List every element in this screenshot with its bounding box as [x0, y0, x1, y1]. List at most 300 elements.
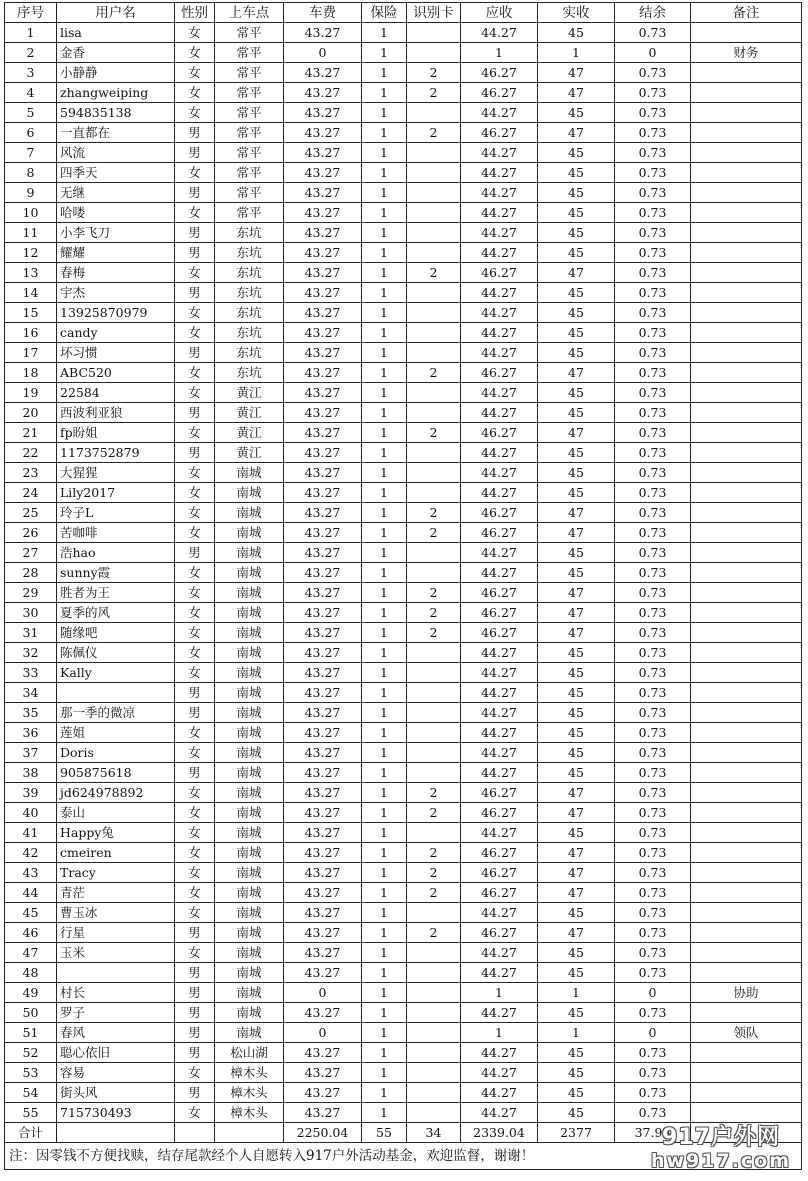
- cell-index: 45: [5, 903, 57, 923]
- cell-username: Tracy: [57, 863, 175, 883]
- cell-fare: 43.27: [284, 563, 362, 583]
- cell-receivable: 44.27: [461, 283, 538, 303]
- cell-insurance: 1: [362, 63, 407, 83]
- watermark-line1: 917户外网: [662, 1125, 780, 1150]
- cell-fare: 43.27: [284, 803, 362, 823]
- table-row: [5, 363, 802, 383]
- cell-username: ABC520: [57, 363, 175, 383]
- cell-index: 16: [5, 323, 57, 343]
- cell-id-card: 2: [407, 63, 461, 83]
- cell-id-card: 2: [407, 363, 461, 383]
- cell-received: 45: [538, 963, 615, 983]
- cell-received: 45: [538, 743, 615, 763]
- cell-id-card: [407, 563, 461, 583]
- cell-fare: 43.27: [284, 523, 362, 543]
- cell-index: 27: [5, 543, 57, 563]
- table-row: [5, 523, 802, 543]
- cell-fare: 43.27: [284, 23, 362, 43]
- cell-pickup: 南城: [215, 503, 284, 523]
- cell-username: 聪心依旧: [57, 1043, 175, 1063]
- cell-balance: 0: [615, 983, 691, 1003]
- cell-insurance: 1: [362, 443, 407, 463]
- cell-id-card: [407, 183, 461, 203]
- cell-fare: 43.27: [284, 323, 362, 343]
- table-row: [5, 43, 802, 63]
- cell-gender: 男: [175, 1043, 215, 1063]
- cell-received: 45: [538, 163, 615, 183]
- cell-gender: 男: [175, 683, 215, 703]
- cell-balance: 0.73: [615, 623, 691, 643]
- cell-id-card: [407, 823, 461, 843]
- cell-received: 47: [538, 863, 615, 883]
- cell-username: 小静静: [57, 63, 175, 83]
- cell-id-card: [407, 543, 461, 563]
- table-row: [5, 603, 802, 623]
- cell-id-card: [407, 1023, 461, 1043]
- cell-id-card: [407, 223, 461, 243]
- cell-gender: 女: [175, 903, 215, 923]
- col-header-received: 实收: [538, 3, 615, 23]
- cell-pickup: 常平: [215, 163, 284, 183]
- cell-index: 34: [5, 683, 57, 703]
- cell-gender: 男: [175, 403, 215, 423]
- cell-index: 38: [5, 763, 57, 783]
- cell-remark: [691, 23, 802, 43]
- cell-received: 47: [538, 263, 615, 283]
- table-row: [5, 123, 802, 143]
- cell-receivable: 44.27: [461, 703, 538, 723]
- cell-username: fp盼姐: [57, 423, 175, 443]
- cell-fare: 43.27: [284, 743, 362, 763]
- cell-receivable: 44.27: [461, 443, 538, 463]
- cell-pickup: 南城: [215, 763, 284, 783]
- watermark-line2: hw917.com: [650, 1150, 792, 1172]
- cell-balance: 0.73: [615, 323, 691, 343]
- table-row: [5, 423, 802, 443]
- table-row: [5, 183, 802, 203]
- cell-received: 47: [538, 503, 615, 523]
- cell-remark: [691, 483, 802, 503]
- cell-insurance: 1: [362, 343, 407, 363]
- cell-receivable: 44.27: [461, 943, 538, 963]
- cell-fare: 0: [284, 983, 362, 1003]
- cell-pickup: 南城: [215, 1003, 284, 1023]
- cell-gender: 女: [175, 1063, 215, 1083]
- cell-insurance: 1: [362, 243, 407, 263]
- cell-insurance: 1: [362, 563, 407, 583]
- cell-balance: 0.73: [615, 403, 691, 423]
- cell-fare: 43.27: [284, 163, 362, 183]
- cell-gender: 女: [175, 943, 215, 963]
- cell-receivable: 44.27: [461, 163, 538, 183]
- cell-pickup: 东坑: [215, 223, 284, 243]
- cell-received: 45: [538, 383, 615, 403]
- cell-id-card: [407, 143, 461, 163]
- cell-insurance: 1: [362, 323, 407, 343]
- cell-id-card: [407, 43, 461, 63]
- table-row: [5, 623, 802, 643]
- cell-pickup: 南城: [215, 483, 284, 503]
- cell-id-card: [407, 903, 461, 923]
- cell-insurance: 1: [362, 943, 407, 963]
- cell-index: 15: [5, 303, 57, 323]
- cell-id-card: [407, 1003, 461, 1023]
- cell-fare: 43.27: [284, 663, 362, 683]
- table-row: [5, 383, 802, 403]
- cell-remark: [691, 783, 802, 803]
- table-row: [5, 1023, 802, 1043]
- cell-receivable: 46.27: [461, 423, 538, 443]
- cell-received: 47: [538, 923, 615, 943]
- cell-remark: [691, 343, 802, 363]
- cell-id-card: [407, 1083, 461, 1103]
- cell-index: 9: [5, 183, 57, 203]
- cell-receivable: 44.27: [461, 723, 538, 743]
- cell-insurance: 1: [362, 763, 407, 783]
- cell-receivable: 46.27: [461, 883, 538, 903]
- cell-id-card: 2: [407, 603, 461, 623]
- cell-username: sunny霞: [57, 563, 175, 583]
- cell-username: 随缘吧: [57, 623, 175, 643]
- cell-remark: [691, 243, 802, 263]
- cell-username: 宇杰: [57, 283, 175, 303]
- cell-pickup: 南城: [215, 703, 284, 723]
- cell-username: 西波利亚狼: [57, 403, 175, 423]
- cell-received: 47: [538, 623, 615, 643]
- cell-balance: 0.73: [615, 463, 691, 483]
- cell-pickup: 黄江: [215, 383, 284, 403]
- cell-insurance: 1: [362, 703, 407, 723]
- cell-index: 42: [5, 843, 57, 863]
- table-row: [5, 543, 802, 563]
- cell-id-card: [407, 343, 461, 363]
- cell-gender: 男: [175, 1083, 215, 1103]
- cell-id-card: [407, 983, 461, 1003]
- cell-gender: 男: [175, 963, 215, 983]
- cell-fare: 43.27: [284, 623, 362, 643]
- total-row: [5, 1123, 802, 1143]
- cell-received: 45: [538, 703, 615, 723]
- table-row: [5, 323, 802, 343]
- cell-insurance: 1: [362, 383, 407, 403]
- cell-received: 1: [538, 983, 615, 1003]
- cell-receivable: 46.27: [461, 863, 538, 883]
- cell-insurance: 1: [362, 963, 407, 983]
- cell-index: 50: [5, 1003, 57, 1023]
- cell-pickup: 黄江: [215, 443, 284, 463]
- cell-username: Lily2017: [57, 483, 175, 503]
- table-row: [5, 223, 802, 243]
- cell-index: 10: [5, 203, 57, 223]
- cell-id-card: 2: [407, 783, 461, 803]
- cell-username: 耀耀: [57, 243, 175, 263]
- cell-insurance: 1: [362, 863, 407, 883]
- cell-fare: 43.27: [284, 83, 362, 103]
- cell-index: 3: [5, 63, 57, 83]
- cell-receivable: 44.27: [461, 463, 538, 483]
- table-row: [5, 283, 802, 303]
- cell-balance: 0.73: [615, 63, 691, 83]
- cell-id-card: 2: [407, 123, 461, 143]
- cell-pickup: 南城: [215, 1023, 284, 1043]
- cell-pickup: 南城: [215, 743, 284, 763]
- col-header-fare: 车费: [284, 3, 362, 23]
- cell-gender: 男: [175, 1003, 215, 1023]
- cell-received: 45: [538, 663, 615, 683]
- cell-balance: 0.73: [615, 123, 691, 143]
- table-row: [5, 783, 802, 803]
- cell-receivable: 44.27: [461, 1083, 538, 1103]
- cell-id-card: [407, 763, 461, 783]
- cell-insurance: 1: [362, 1063, 407, 1083]
- cell-remark: [691, 823, 802, 843]
- cell-remark: [691, 1063, 802, 1083]
- cell-received: 47: [538, 783, 615, 803]
- cell-receivable: 44.27: [461, 483, 538, 503]
- cell-received: 47: [538, 843, 615, 863]
- cell-gender: 女: [175, 523, 215, 543]
- cell-received: 47: [538, 523, 615, 543]
- cell-receivable: 44.27: [461, 663, 538, 683]
- cell-id-card: [407, 943, 461, 963]
- cell-fare: 43.27: [284, 863, 362, 883]
- cell-gender: 男: [175, 543, 215, 563]
- cell-fare: 43.27: [284, 823, 362, 843]
- cell-id-card: [407, 243, 461, 263]
- cell-pickup: 南城: [215, 623, 284, 643]
- cell-gender: 女: [175, 23, 215, 43]
- cell-pickup: 南城: [215, 723, 284, 743]
- cell-username: candy: [57, 323, 175, 343]
- cell-received: 45: [538, 1043, 615, 1063]
- cell-gender: 男: [175, 143, 215, 163]
- cell-index: 39: [5, 783, 57, 803]
- cell-pickup: 东坑: [215, 343, 284, 363]
- cell-insurance: 1: [362, 803, 407, 823]
- cell-balance: 0.73: [615, 523, 691, 543]
- cell-receivable: 46.27: [461, 923, 538, 943]
- cell-receivable: 44.27: [461, 103, 538, 123]
- cell-remark: [691, 303, 802, 323]
- cell-receivable: 44.27: [461, 323, 538, 343]
- cell-pickup: 东坑: [215, 263, 284, 283]
- cell-remark: [691, 863, 802, 883]
- cell-receivable: 46.27: [461, 783, 538, 803]
- cell-gender: 女: [175, 843, 215, 863]
- cell-remark: [691, 583, 802, 603]
- table-row: [5, 343, 802, 363]
- table-row: [5, 203, 802, 223]
- cell-username: 容易: [57, 1063, 175, 1083]
- cell-fare: 43.27: [284, 503, 362, 523]
- cell-gender: 女: [175, 483, 215, 503]
- table-row: [5, 1063, 802, 1083]
- cell-balance: 0.73: [615, 1083, 691, 1103]
- cell-index: 53: [5, 1063, 57, 1083]
- table-row: [5, 1003, 802, 1023]
- cell-index: 30: [5, 603, 57, 623]
- cell-index: 43: [5, 863, 57, 883]
- cell-fare: 43.27: [284, 843, 362, 863]
- cell-gender: 女: [175, 583, 215, 603]
- cell-id-card: 2: [407, 843, 461, 863]
- cell-received: 47: [538, 63, 615, 83]
- cell-received: 45: [538, 443, 615, 463]
- cell-index: 40: [5, 803, 57, 823]
- cell-username: [57, 963, 175, 983]
- table-row: [5, 843, 802, 863]
- cell-fare: 43.27: [284, 483, 362, 503]
- cell-remark: [691, 1043, 802, 1063]
- cell-index: 33: [5, 663, 57, 683]
- cell-received: 45: [538, 323, 615, 343]
- cell-username: cmeiren: [57, 843, 175, 863]
- cell-index: 7: [5, 143, 57, 163]
- cell-id-card: [407, 1103, 461, 1123]
- col-header-id-card: 识别卡: [407, 3, 461, 23]
- cell-id-card: [407, 703, 461, 723]
- cell-username: 大猩猩: [57, 463, 175, 483]
- cell-fare: 43.27: [284, 363, 362, 383]
- cell-fare: 43.27: [284, 883, 362, 903]
- cell-id-card: [407, 483, 461, 503]
- cell-gender: 男: [175, 183, 215, 203]
- cell-received: 45: [538, 103, 615, 123]
- cell-index: 29: [5, 583, 57, 603]
- cell-receivable: 46.27: [461, 583, 538, 603]
- cell-receivable: 44.27: [461, 643, 538, 663]
- cell-username: 泰山: [57, 803, 175, 823]
- table-row: [5, 503, 802, 523]
- cell-fare: 43.27: [284, 443, 362, 463]
- cell-balance: 0.73: [615, 303, 691, 323]
- cell-receivable: 46.27: [461, 123, 538, 143]
- cell-index: 21: [5, 423, 57, 443]
- cell-pickup: 南城: [215, 963, 284, 983]
- cell-remark: [691, 763, 802, 783]
- cell-received: 47: [538, 123, 615, 143]
- table-row: [5, 983, 802, 1003]
- cell-insurance: 1: [362, 423, 407, 443]
- cell-balance: 0.73: [615, 243, 691, 263]
- cell-insurance: 1: [362, 203, 407, 223]
- cell-fare: 43.27: [284, 763, 362, 783]
- cell-remark: [691, 1003, 802, 1023]
- cell-balance: 0.73: [615, 183, 691, 203]
- cell-fare: 43.27: [284, 583, 362, 603]
- cell-balance: 0.73: [615, 783, 691, 803]
- cell-insurance: 1: [362, 503, 407, 523]
- cell-received: 47: [538, 883, 615, 903]
- table-row: [5, 923, 802, 943]
- cell-balance: 0: [615, 43, 691, 63]
- table-row: [5, 23, 802, 43]
- cell-remark: [691, 143, 802, 163]
- cell-pickup: 南城: [215, 983, 284, 1003]
- cell-fare: 43.27: [284, 1043, 362, 1063]
- cell-insurance: 1: [362, 623, 407, 643]
- cell-remark: [691, 843, 802, 863]
- cell-username: 玲子L: [57, 503, 175, 523]
- cell-id-card: [407, 463, 461, 483]
- cell-id-card: 2: [407, 263, 461, 283]
- cell-receivable: 44.27: [461, 203, 538, 223]
- table-row: [5, 563, 802, 583]
- cell-id-card: [407, 323, 461, 343]
- cell-received: 45: [538, 283, 615, 303]
- cell-balance: 0.73: [615, 1003, 691, 1023]
- table-row: [5, 803, 802, 823]
- cell-received: 45: [538, 183, 615, 203]
- cell-balance: 0.73: [615, 903, 691, 923]
- table-row: [5, 443, 802, 463]
- cell-fare: 43.27: [284, 783, 362, 803]
- cell-fare: 43.27: [284, 603, 362, 623]
- cell-id-card: 2: [407, 623, 461, 643]
- cell-remark: [691, 403, 802, 423]
- cell-received: 45: [538, 1003, 615, 1023]
- cell-gender: 女: [175, 463, 215, 483]
- cell-received: 45: [538, 543, 615, 563]
- table-row: [5, 63, 802, 83]
- table-row: [5, 663, 802, 683]
- cell-username: 金香: [57, 43, 175, 63]
- cell-balance: 0.73: [615, 283, 691, 303]
- cell-pickup: 东坑: [215, 363, 284, 383]
- cell-pickup: 黄江: [215, 423, 284, 443]
- cell-index: 47: [5, 943, 57, 963]
- cell-gender: 男: [175, 343, 215, 363]
- cell-remark: [691, 563, 802, 583]
- total-id-card: 34: [407, 1123, 461, 1143]
- cell-remark: [691, 423, 802, 443]
- cell-received: 45: [538, 723, 615, 743]
- cell-balance: 0.73: [615, 803, 691, 823]
- cell-fare: 43.27: [284, 1063, 362, 1083]
- table-row: [5, 243, 802, 263]
- cell-gender: 男: [175, 763, 215, 783]
- cell-fare: 43.27: [284, 403, 362, 423]
- cell-remark: [691, 183, 802, 203]
- cell-index: 23: [5, 463, 57, 483]
- cell-remark: [691, 963, 802, 983]
- cell-username: 苦咖啡: [57, 523, 175, 543]
- cell-insurance: 1: [362, 883, 407, 903]
- table-row: [5, 463, 802, 483]
- table-row: [5, 483, 802, 503]
- cell-id-card: [407, 723, 461, 743]
- table-row: [5, 583, 802, 603]
- cell-username: 1173752879: [57, 443, 175, 463]
- cell-gender: 女: [175, 1103, 215, 1123]
- cell-remark: [691, 203, 802, 223]
- cell-index: 55: [5, 1103, 57, 1123]
- cell-insurance: 1: [362, 603, 407, 623]
- cell-fare: 43.27: [284, 923, 362, 943]
- cell-index: 22: [5, 443, 57, 463]
- cell-username: Kally: [57, 663, 175, 683]
- cell-received: 1: [538, 43, 615, 63]
- cell-username: 春风: [57, 1023, 175, 1043]
- cell-receivable: 44.27: [461, 143, 538, 163]
- cell-username: zhangweiping: [57, 83, 175, 103]
- cell-receivable: 44.27: [461, 743, 538, 763]
- cell-username: Doris: [57, 743, 175, 763]
- cell-insurance: 1: [362, 723, 407, 743]
- cell-index: 35: [5, 703, 57, 723]
- cell-receivable: 44.27: [461, 543, 538, 563]
- cell-remark: [691, 1103, 802, 1123]
